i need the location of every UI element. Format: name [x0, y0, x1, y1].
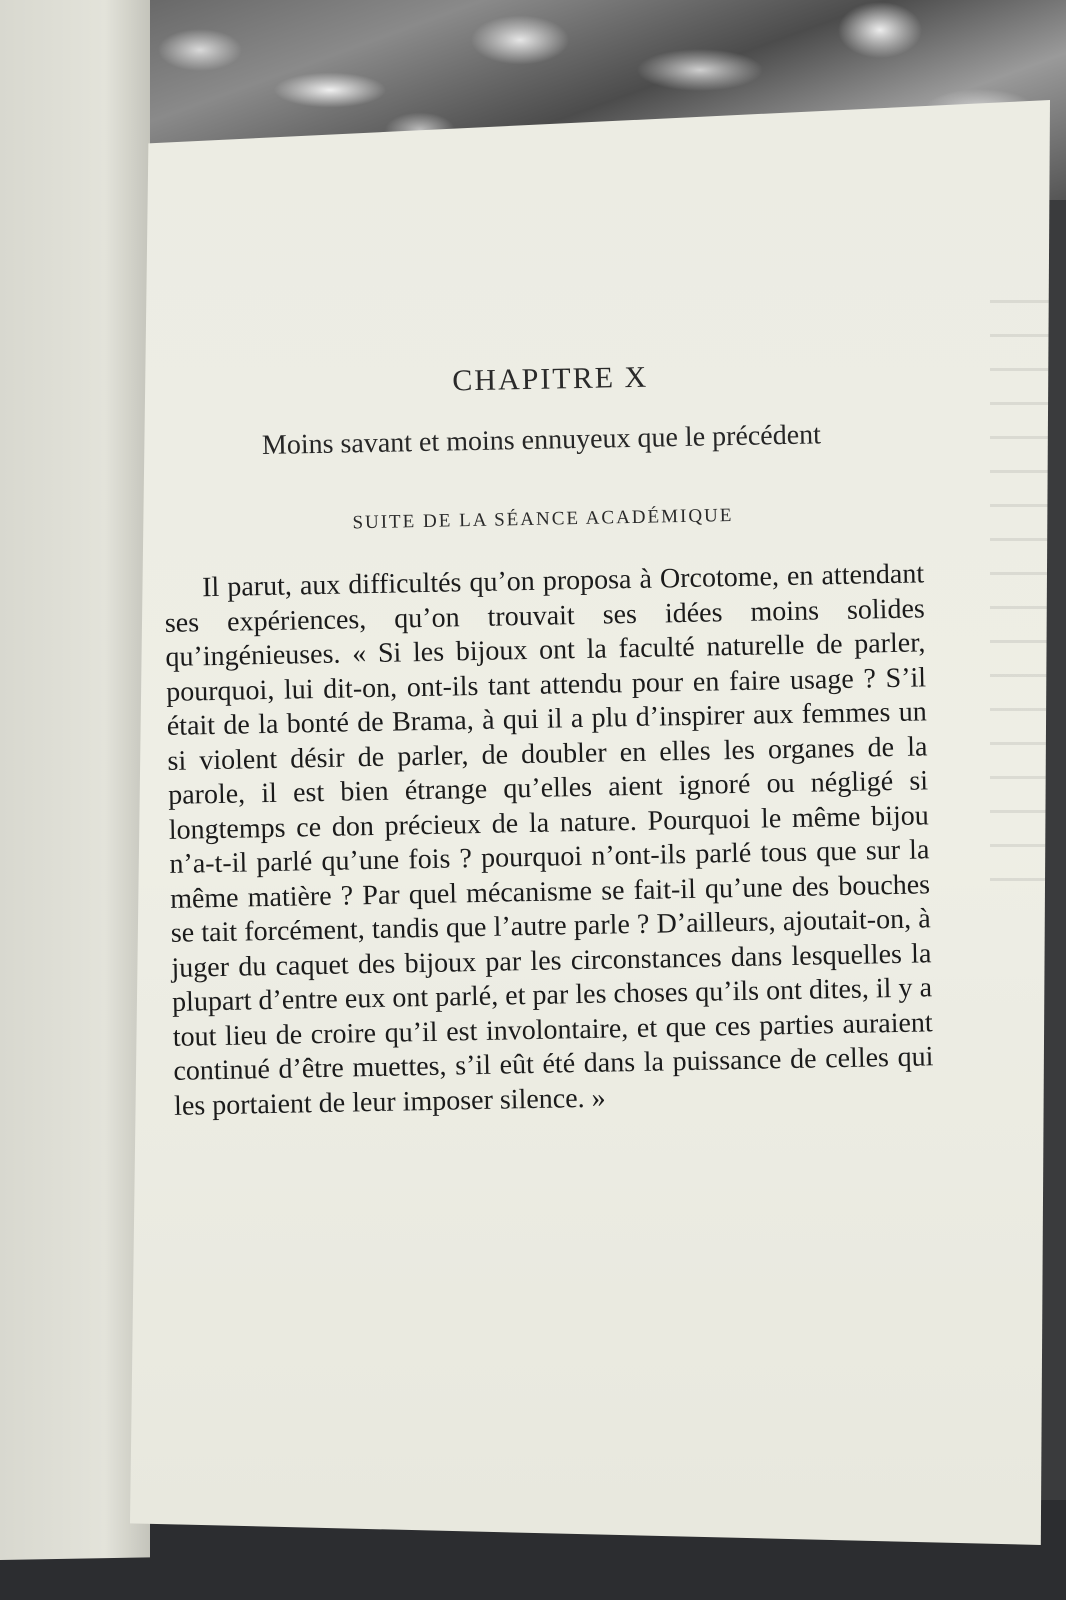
chapter-subtitle: Moins savant et moins ennuyeux que le précédent — [261, 419, 822, 462]
page-text-block — [160, 355, 934, 1123]
section-heading: SUITE DE LA SÉANCE ACADÉMIQUE — [352, 505, 734, 534]
body-paragraph: Il parut, aux difficultés qu’on proposa à Orcotome, en attendant ses expériences, qu’on trouvait ses idées moins solides qu’ingénieuses. « Si les bijoux ont la faculté naturelle de parler, pourquoi, lui dit-on, ont-ils tant attendu pour en faire usage ? S’il était de la bonté de Brama, à qui il a plu d’inspirer aux femmes un si violent désir de parler, de doubler en elles les organes de la parole, il est bien étrange qu’elles aient ignoré ou négligé si longtemps ce don précieux de la nature. Pourquoi le même bijou n’a-t-il parlé qu’une fois ? pourquoi n’ont-ils parlé tous que sur la même matière ? Par quel mécanisme se fait-il qu’une des bouches se tait forcément, tandis que l’autre parle ? D’ailleurs, ajoutait-on, à juger du caquet des bijoux par les circonstances dans lesquelles la plupart d’entre eux ont parlé, et par les choses qu’ils ont dites, il y a tout lieu de croire qu’il est involontaire, et que ces parties auraient continué d’être muettes, s’il eût été dans la puissance de celles qui les portaient de leur imposer silence. » — [164, 558, 934, 1122]
left-facing-page — [0, 0, 150, 1560]
chapter-title: CHAPITRE X — [452, 360, 649, 398]
show-through-text — [990, 300, 1066, 900]
